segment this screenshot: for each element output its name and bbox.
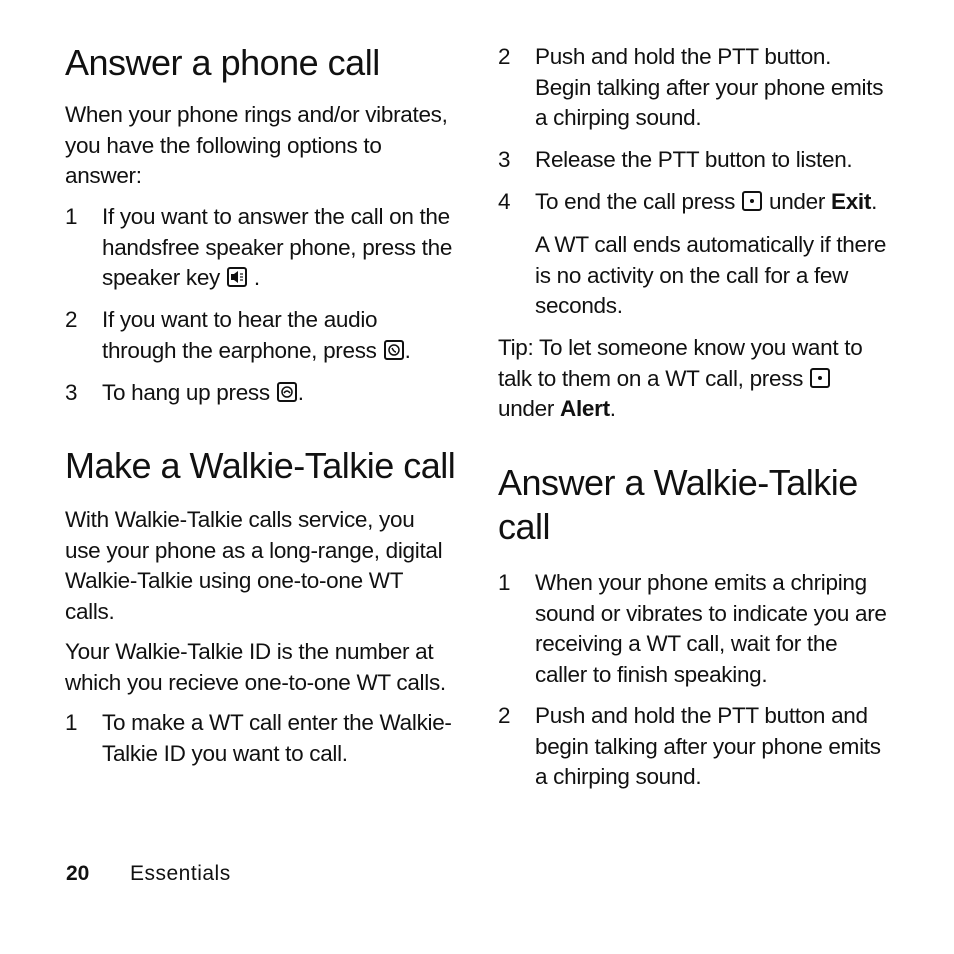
tip-text: Tip: To let someone know you want to talk to them on a WT call, press (498, 335, 863, 391)
step-number: 3 (65, 380, 78, 405)
answer-step-1 (65, 202, 455, 294)
step-punct: . (247, 265, 260, 290)
softkey-icon (810, 368, 830, 388)
exit-label: Exit (830, 189, 872, 214)
step-text: To end the call press (535, 189, 736, 214)
section-name: Essentials (130, 862, 231, 885)
answer-step-3 (65, 378, 455, 409)
answer-step-2 (65, 305, 455, 366)
heading-answer-walkie-talkie-call: Answer a Walkie-Talkie call (498, 462, 858, 547)
send-key-icon (384, 340, 404, 360)
speaker-key-icon (227, 267, 247, 287)
answer-intro: When your phone rings and/or vibrates, you have the following options to answer: (65, 102, 448, 188)
wt-auto-end-note: A WT call ends automatically if there is no activity on the call for a few seconds. (535, 232, 887, 318)
heading-answer-phone-call: Answer a phone call (65, 42, 380, 83)
step-text-mid: under (763, 189, 831, 214)
step-punct: . (297, 380, 304, 405)
make-step-3 (498, 145, 893, 176)
step-text: Release the PTT button to listen. (535, 147, 853, 172)
step-text: To make a WT call enter the Walkie-Talkie ID you want to call. (102, 710, 452, 766)
step-number: 2 (498, 44, 511, 69)
step-text: If you want to hear the audio through the earphone, press (102, 307, 378, 363)
step-number: 2 (65, 307, 78, 332)
end-key-icon (277, 382, 297, 402)
softkey-icon (742, 191, 762, 211)
answer-wt-step-2 (498, 701, 893, 793)
tip-punct: . (609, 396, 616, 421)
step-text: Push and hold the PTT button. Begin talking after your phone emits a chirping sound. (535, 44, 884, 130)
step-number: 1 (65, 710, 78, 735)
step-punct: . (404, 337, 411, 363)
step-number: 3 (498, 147, 511, 172)
heading-make-walkie-talkie-call: Make a Walkie-Talkie call (65, 445, 456, 486)
wt-intro: With Walkie-Talkie calls service, you use your phone as a long-range, digital Walkie-Talkie using one-to-one WT calls. (65, 507, 443, 624)
make-step-2 (498, 42, 893, 134)
tip-text-mid: under (498, 396, 560, 421)
step-text: Push and hold the PTT button and begin talking after your phone emits a chirping sound. (535, 703, 881, 789)
make-step-1 (65, 708, 455, 769)
step-text: To hang up press (102, 380, 270, 405)
tip (498, 333, 868, 425)
answer-wt-step-1 (498, 568, 893, 690)
step-number: 1 (498, 570, 511, 595)
step-number: 4 (498, 189, 511, 214)
step-text: If you want to answer the call on the handsfree speaker phone, press the speaker key (102, 204, 453, 290)
step-number: 1 (65, 204, 78, 229)
wt-id-info: Your Walkie-Talkie ID is the number at which you recieve one-to-one WT calls. (65, 639, 446, 695)
make-step-4 (498, 187, 893, 218)
page-footer (66, 862, 231, 886)
step-number: 2 (498, 703, 511, 728)
step-text: When your phone emits a chriping sound or vibrates to indicate you are receiving a WT call, wait for the caller to finish speaking. (535, 570, 887, 687)
page-number: 20 (66, 862, 90, 885)
step-punct: . (871, 189, 878, 214)
alert-label: Alert (560, 396, 610, 421)
